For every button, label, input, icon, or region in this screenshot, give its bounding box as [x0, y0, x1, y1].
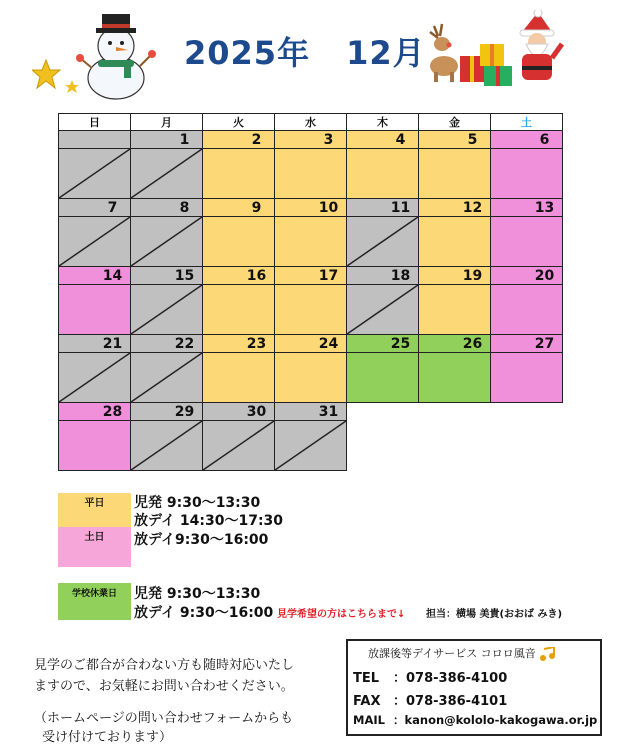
closed-slash-mark	[59, 353, 130, 402]
day-cell-yellow	[203, 149, 275, 199]
day-number-cell	[419, 131, 491, 149]
day-number-cell	[131, 267, 203, 285]
day-number: 7	[107, 199, 118, 216]
day-number: 15	[174, 267, 195, 284]
day-number-cell	[59, 199, 131, 217]
empty-cell	[419, 403, 491, 421]
day-cell-yellow	[347, 149, 419, 199]
day-number-cell	[131, 131, 203, 149]
day-number-cell	[59, 267, 131, 285]
day-number-cell	[347, 335, 419, 353]
day-number-cell	[203, 199, 275, 217]
day-cell-gray	[59, 353, 131, 403]
day-cell-yellow	[275, 353, 347, 403]
day-number: 1	[179, 131, 190, 148]
day-cell-gray	[131, 353, 203, 403]
snowman-icon	[72, 8, 160, 100]
legend-weekday-label: 平日	[84, 498, 105, 509]
day-number-cell	[203, 335, 275, 353]
day-number-cell	[491, 267, 563, 285]
day-cell-pink	[59, 421, 131, 471]
day-number-cell	[275, 403, 347, 421]
day-number: 13	[534, 199, 555, 216]
weekday-thu: 木	[347, 114, 419, 131]
day-number-cell	[275, 267, 347, 285]
day-number: 27	[534, 335, 555, 352]
day-number: 22	[174, 335, 195, 352]
legend-school-line2: 放デイ 9:30～16:00	[134, 605, 274, 621]
day-cell-pink	[491, 353, 563, 403]
day-cell-yellow	[203, 217, 275, 267]
day-number-cell	[347, 267, 419, 285]
closed-slash-mark	[131, 421, 202, 470]
day-number: 24	[318, 335, 339, 352]
day-cell-gray	[275, 421, 347, 471]
legend-school-line1: 児発 9:30～13:30	[134, 586, 261, 602]
day-number: 5	[467, 131, 478, 148]
week-number-row	[59, 199, 563, 217]
legend-weekend-swatch	[58, 527, 131, 567]
day-number: 28	[102, 403, 123, 420]
day-number: 20	[534, 267, 555, 284]
day-number: 17	[318, 267, 339, 284]
day-number: 26	[462, 335, 483, 352]
day-number: 30	[246, 403, 267, 420]
day-cell-empty	[59, 149, 131, 199]
day-cell-yellow	[419, 285, 491, 335]
day-number-cell	[59, 403, 131, 421]
message-line4: 受け付けております）	[42, 730, 173, 745]
legend-weekday-line1: 児発 9:30～13:30	[134, 495, 261, 511]
message-line2: ますので、お気軽にお問い合わせください。	[34, 679, 294, 694]
day-number: 29	[174, 403, 195, 420]
person-in-charge: 担当：横場 美貴(おおば みき)	[426, 609, 563, 620]
day-cell-gray	[59, 217, 131, 267]
day-number-cell	[419, 199, 491, 217]
day-number: 18	[390, 267, 411, 284]
day-cell-pink	[491, 149, 563, 199]
visit-note: 見学希望の方はこちらまで↓	[277, 609, 406, 620]
day-cell-gray	[347, 285, 419, 335]
calendar-table	[58, 113, 563, 471]
day-cell-gray	[203, 421, 275, 471]
weekday-sat: 土	[491, 114, 563, 131]
day-number-cell	[131, 335, 203, 353]
empty-cell	[347, 403, 419, 421]
day-number: 3	[323, 131, 334, 148]
title-month: 12月	[346, 34, 426, 72]
closed-slash-mark	[275, 421, 346, 470]
day-number-cell	[203, 131, 275, 149]
day-cell-pink	[491, 285, 563, 335]
empty-cell	[347, 421, 419, 471]
week-body-row	[59, 149, 563, 199]
empty-cell	[491, 403, 563, 421]
week-number-row	[59, 267, 563, 285]
office-name: 放課後等デイサービス コロロ風音	[368, 645, 557, 661]
day-number: 14	[102, 267, 123, 284]
weekday-wed: 水	[275, 114, 347, 131]
day-number: 2	[251, 131, 262, 148]
day-number-cell	[203, 403, 275, 421]
calendar-body	[59, 131, 563, 471]
week-number-row	[59, 335, 563, 353]
day-number-cell	[275, 335, 347, 353]
day-cell-yellow	[419, 217, 491, 267]
santa-icon	[508, 10, 566, 86]
week-body-row	[59, 285, 563, 335]
day-cell-gray	[131, 285, 203, 335]
day-number-cell	[419, 335, 491, 353]
day-cell-gray	[131, 421, 203, 471]
legend-school-holiday-label: 学校休業日	[71, 589, 117, 599]
contact-mail: MAIL ：kanon@kololo-kakogawa.or.jp	[353, 713, 598, 727]
weekday-mon: 月	[131, 114, 203, 131]
day-cell-pink	[59, 285, 131, 335]
day-cell-gray	[131, 217, 203, 267]
day-number-cell	[275, 199, 347, 217]
empty-cell	[419, 421, 491, 471]
day-number: 11	[390, 199, 411, 216]
contact-tel: TEL ：078-386-4100	[353, 671, 508, 686]
weekday-header-row	[59, 114, 563, 131]
day-number: 12	[462, 199, 483, 216]
day-cell-gray	[347, 217, 419, 267]
weekday-fri: 金	[419, 114, 491, 131]
closed-slash-mark	[59, 149, 130, 198]
day-number: 8	[179, 199, 190, 216]
day-number-cell	[131, 199, 203, 217]
legend-weekend-label: 土日	[84, 532, 105, 543]
day-cell-gray	[131, 149, 203, 199]
closed-slash-mark	[131, 353, 202, 402]
legend-weekend-line1: 放デイ9:30～16:00	[134, 532, 269, 548]
day-number-cell	[59, 335, 131, 353]
day-number: 4	[395, 131, 406, 148]
week-number-row	[59, 403, 563, 421]
empty-cell	[491, 421, 563, 471]
week-body-row	[59, 217, 563, 267]
day-number: 19	[462, 267, 483, 284]
weekday-tue: 火	[203, 114, 275, 131]
closed-slash-mark	[131, 149, 202, 198]
day-cell-yellow	[275, 285, 347, 335]
day-number: 10	[318, 199, 339, 216]
day-number: 16	[246, 267, 267, 284]
title-year: 2025年	[184, 34, 311, 72]
contact-box	[346, 639, 602, 736]
day-cell-green	[347, 353, 419, 403]
day-number: 23	[246, 335, 267, 352]
day-number-cell	[347, 199, 419, 217]
weekday-sun: 日	[59, 114, 131, 131]
week-body-row	[59, 421, 563, 471]
message-line1: 見学のご都合が合わない方も随時対応いたし	[34, 658, 295, 673]
day-cell-green	[419, 353, 491, 403]
day-number-cell	[419, 267, 491, 285]
legend-weekday-swatch	[58, 493, 131, 527]
day-cell-yellow	[419, 149, 491, 199]
day-number-cell	[347, 131, 419, 149]
week-body-row	[59, 353, 563, 403]
day-number-cell	[491, 131, 563, 149]
closed-slash-mark	[59, 217, 130, 266]
day-cell-yellow	[203, 285, 275, 335]
legend-school-holiday-swatch	[58, 583, 131, 620]
day-number: 21	[102, 335, 123, 352]
page-title	[184, 28, 426, 74]
day-number-cell	[59, 131, 131, 149]
week-number-row	[59, 131, 563, 149]
closed-slash-mark	[131, 217, 202, 266]
closed-slash-mark	[131, 285, 202, 334]
day-number-cell	[491, 199, 563, 217]
closed-slash-mark	[347, 285, 418, 334]
day-number-cell	[275, 131, 347, 149]
day-number-cell	[131, 403, 203, 421]
day-number-cell	[491, 335, 563, 353]
day-cell-yellow	[275, 149, 347, 199]
contact-fax: FAX ：078-386-4101	[353, 694, 508, 709]
day-number: 25	[390, 335, 411, 352]
day-number: 9	[251, 199, 262, 216]
day-number: 6	[539, 131, 550, 148]
closed-slash-mark	[347, 217, 418, 266]
day-number-cell	[203, 267, 275, 285]
day-cell-pink	[491, 217, 563, 267]
legend-weekday-line2: 放デイ 14:30～17:30	[134, 513, 284, 529]
day-cell-yellow	[203, 353, 275, 403]
message-line3: （ホームページの問い合わせフォームからも	[34, 711, 294, 726]
closed-slash-mark	[203, 421, 274, 470]
music-note-icon	[539, 647, 557, 661]
day-number: 31	[318, 403, 339, 420]
day-cell-yellow	[275, 217, 347, 267]
